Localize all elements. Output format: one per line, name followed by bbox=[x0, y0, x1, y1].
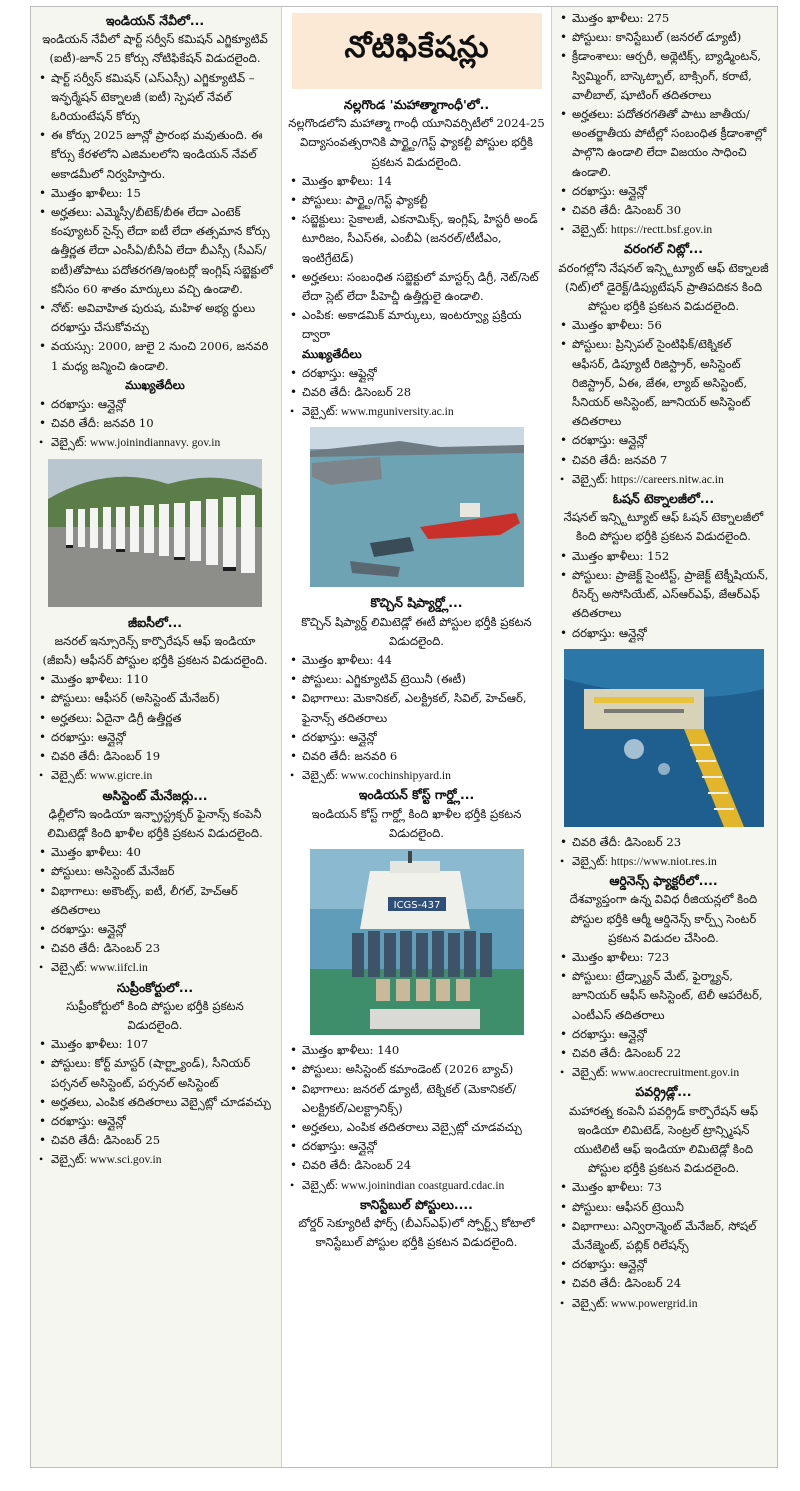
list-item: • పోస్టులు: పార్ట్టైం/గెస్ట్ ఫ్యాకల్టీ bbox=[288, 191, 545, 210]
list-item: • నోట్: అవివాహిత పురుష, మహిళ అభ్య ర్థులు దరఖాస్తు చేసుకోవచ్చు bbox=[37, 299, 273, 337]
list-item: • చివరి తేదీ: డిసెంబర్ 25 bbox=[37, 1131, 273, 1150]
section-intro: సుప్రీంకోర్టులో కింది పోస్టుల భర్తీకి ప్రకటన విడుదలైంది. bbox=[66, 998, 244, 1032]
section-heading: జీఐసీలో... bbox=[127, 614, 183, 630]
website-link[interactable]: • వెబ్సైట్: www.mguniversity.ac.in bbox=[288, 402, 545, 421]
list-item: • పోస్టులు: ఆఫీసర్ ట్రెయినీ bbox=[558, 1198, 769, 1217]
list-item: • దరఖాస్తు: ఆన్లైన్లో bbox=[288, 1137, 545, 1156]
list-item: • అర్హతలు: ఏదైనా డిగ్రీ ఉత్తీర్ణత bbox=[37, 709, 273, 728]
list-item: • చివరి తేదీ: డిసెంబర్ 30 bbox=[558, 201, 769, 220]
list-item: • మొత్తం ఖాళీలు: 152 bbox=[558, 547, 769, 566]
section-heading: ఇండియన్ నేవీలో... bbox=[105, 13, 205, 28]
detail-list bbox=[558, 948, 769, 1082]
page-title: నోటిఫికేషన్లు bbox=[292, 13, 542, 89]
detail-list bbox=[288, 364, 545, 422]
section-supreme-court bbox=[37, 978, 273, 1170]
website-link[interactable]: • వెబ్సైట్: www.cochinshipyard.in bbox=[288, 766, 545, 785]
list-item: • దరఖాస్తు: ఆన్లైన్లో bbox=[558, 1255, 769, 1274]
list-item: • చివరి తేదీ: డిసెంబర్ 23 bbox=[558, 833, 769, 852]
list-item: • అర్హతలు: ఎమ్మెస్సీ/బీటెక్/బీఈ లేదా ఎంటెక్ కంప్యూటర్ సైన్స్ లేదా ఐటీ లేదా తత్సమాన కోర్సు ఉత్తీర్ణత లేదా ఎంసీఏ/బీసీఏ లేదా బీఎస్సీ (సీఎస్/ఐటీ)తోపాటు పదోతరగతి/ఇంటర్లో ఇంగ్లిష్ సబ్జెక్టులో కనీసం 60 శాతం మార్కులు వచ్చి ఉండాలి. bbox=[37, 203, 273, 299]
list-item: • దరఖాస్తు: ఆన్లైన్లో bbox=[37, 920, 273, 939]
section-intro: ఇండియన్ కోస్ట్ గార్డ్లో కింది ఖాళీల భర్తీకి ప్రకటన విడుదలైంది. bbox=[311, 806, 522, 840]
list-item: • పోస్టులు: ప్రాజెక్ట్ సైంటిస్ట్, ప్రాజెక్ట్ టెక్నీషియన్, రీసెర్చ్ అసోసియేట్, ఎస్ఆర్ఎఫ్, జేఆర్ఎఫ్ తదితరాలు bbox=[558, 566, 769, 624]
section-heading: ఆర్డినెన్స్ ఫ్యాక్టరీలో.... bbox=[609, 873, 718, 889]
detail-list bbox=[288, 172, 545, 345]
detail-list bbox=[558, 833, 769, 871]
list-item: • పోస్టులు: ప్రిన్సిపల్ సైంటిఫిక్/టెక్నికల్ ఆఫీసర్, డిప్యూటీ రిజిస్ట్రార్, అసిస్టెంట్ రిజిస్ట్రార్, ఏఈ, జేఈ, ల్యాబ్ అసిస్టెంట్, సీనియర్ అసిస్టెంట్, జూనియర్ అసిస్టెంట్ తదితరాలు bbox=[558, 335, 769, 431]
list-item: • విభాగాలు: ఎన్విరాన్మెంట్ మేనేజర్, సోషల్ మేనేజ్మెంట్, పబ్లిక్ రిలేషన్స్ bbox=[558, 1217, 769, 1255]
detail-list bbox=[288, 651, 545, 785]
list-item: • చివరి తేదీ: డిసెంబర్ 28 bbox=[288, 383, 545, 402]
list-item: • అర్హతలు: సంబంధిత సబ్జెక్టులో మాస్టర్స్ డిగ్రీ, నెట్/సెట్ లేదా స్లెట్ లేదా పీహెచ్డీ ఉత్తీర్ణులై ఉండాలి. bbox=[288, 268, 545, 306]
list-item: • వయస్సు: 2000, జులై 2 నుంచి 2006, జనవరి 1 మధ్య జన్మించి ఉండాలి. bbox=[37, 337, 273, 375]
list-item: • పోస్టులు: అసిస్టెంట్ కమాండెంట్ (2026 బ్యాచ్) bbox=[288, 1060, 545, 1079]
section-mg-university bbox=[288, 95, 545, 421]
list-item: • మొత్తం ఖాళీలు: 140 bbox=[288, 1041, 545, 1060]
website-link[interactable]: • వెబ్సైట్: www.powergrid.in bbox=[558, 1294, 769, 1313]
list-item: • మొత్తం ఖాళీలు: 73 bbox=[558, 1178, 769, 1197]
list-item: • విభాగాలు: జనరల్ డ్యూటీ, టెక్నికల్ (మెకానికల్/ఎలక్ట్రికల్/ఎలక్ట్రానిక్స్) bbox=[288, 1080, 545, 1118]
section-intro: దేశవ్యాప్తంగా ఉన్న వివిధ రీజియన్లలో కింది పోస్టుల భర్తీకి ఆర్మీ ఆర్డినెన్స్ కార్ప్స్ సెంటర్ ప్రకటన విడుదల చేసింది. bbox=[569, 892, 758, 945]
list-item: • అర్హతలు, ఎంపిక తదితరాలు వెబ్సైట్లో చూడవచ్చు bbox=[37, 1093, 273, 1112]
list-item: • మొత్తం ఖాళీలు: 40 bbox=[37, 843, 273, 862]
detail-list bbox=[558, 9, 769, 239]
list-item: • దరఖాస్తు: ఆఫ్లైన్లో bbox=[288, 364, 545, 383]
section-bsf bbox=[558, 9, 769, 239]
website-link[interactable]: • వెబ్సైట్: www.sci.gov.in bbox=[37, 1150, 273, 1169]
section-heading: ఓషన్ టెక్నాలజీలో... bbox=[612, 491, 715, 507]
section-coast-guard-details bbox=[288, 1041, 545, 1195]
detail-list bbox=[288, 1041, 545, 1195]
list-item: • షార్ట్ సర్వీస్ కమిషన్ (ఎస్ఎస్సీ) ఎగ్జిక్యూటివ్ – ఇన్ఫర్మేషన్ టెక్నాలజీ (ఐటీ) స్పెషల్ నేవల్ ఓరియంటేషన్ కోర్సు bbox=[37, 69, 273, 127]
website-link[interactable]: • వెబ్సైట్: https://rectt.bsf.gov.in bbox=[558, 220, 769, 239]
list-item: • దరఖాస్తు: ఆన్లైన్లో bbox=[558, 182, 769, 201]
website-link[interactable]: • వెబ్సైట్: www.iifcl.in bbox=[37, 958, 273, 977]
section-intro: జనరల్ ఇన్సూరెన్స్ కార్పొరేషన్ ఆఫ్ ఇండియా (జీఐసీ) ఆఫీసర్ పోస్టుల భర్తీకి ప్రకటన విడుదలైంది. bbox=[42, 633, 268, 668]
list-item: • విభాగాలు: మెకానికల్, ఎలక్ట్రికల్, సివిల్, హెచ్ఆర్, ఫైనాన్స్ తదితరాలు bbox=[288, 689, 545, 727]
section-ocean-technology bbox=[558, 489, 769, 643]
shipyard-photo bbox=[310, 427, 524, 587]
list-item: • మొత్తం ఖాళీలు: 107 bbox=[37, 1035, 273, 1054]
detail-list bbox=[558, 1178, 769, 1312]
list-item: • దరఖాస్తు: ఆన్లైన్లో bbox=[37, 728, 273, 747]
list-item: • చివరి తేదీ: డిసెంబర్ 19 bbox=[37, 747, 273, 766]
list-item: • అర్హతలు, ఎంపిక తదితరాలు వెబ్సైట్లో చూడవచ్చు bbox=[288, 1118, 545, 1137]
detail-list bbox=[37, 69, 273, 376]
section-heading: కానిస్టేబుల్ పోస్టులు.... bbox=[360, 1196, 473, 1212]
list-item: • మొత్తం ఖాళీలు: 723 bbox=[558, 948, 769, 967]
list-item: • మొత్తం ఖాళీలు: 56 bbox=[558, 316, 769, 335]
section-heading: నల్లగొండ 'మహాత్మాగాంధీ'లో.. bbox=[343, 97, 490, 112]
section-intro: వరంగల్లోని నేషనల్ ఇన్స్టిట్యూట్ ఆఫ్ టెక్నాలజీ (నిట్)లో డైరెక్ట్/డిప్యుటేషన్ ప్రాతిపదికన కింది పోస్టుల భర్తీకి ప్రకటన విడుదలైంది. bbox=[558, 260, 769, 314]
list-item: • మొత్తం ఖాళీలు: 275 bbox=[558, 9, 769, 28]
column-left bbox=[31, 7, 281, 1467]
list-item: • దరఖాస్తు: ఆన్లైన్లో bbox=[37, 1112, 273, 1131]
list-item: • దరఖాస్తు: ఆన్లైన్లో bbox=[558, 1025, 769, 1044]
list-item: • పోస్టులు: ఆఫీసర్ (అసిస్టెంట్ మేనేజర్) bbox=[37, 689, 273, 708]
list-item: • దరఖాస్తు: ఆన్లైన్లో bbox=[558, 431, 769, 450]
list-item: • క్రీడాంశాలు: ఆర్చరీ, అథ్లెటిక్స్, బ్యాడ్మింటన్, స్విమ్మింగ్, బాస్కెట్బాల్, బాక్సింగ్, కరాటే, వాలీబాల్, షూటింగ్ తదితరాలు bbox=[558, 47, 769, 105]
detail-list bbox=[558, 316, 769, 489]
list-item: • దరఖాస్తు: ఆన్లైన్లో bbox=[37, 395, 273, 414]
list-item: • పోస్టులు: ట్రేడ్స్మ్యాన్ మేట్, ఫైర్మ్యాన్, జూనియర్ ఆఫీస్ అసిస్టెంట్, టెలీ ఆపరేటర్, ఎంటీఎస్ తదితరాలు bbox=[558, 967, 769, 1025]
list-item: • మొత్తం ఖాళీలు: 110 bbox=[37, 670, 273, 689]
navy-parade-photo bbox=[48, 459, 262, 607]
notifications-page bbox=[30, 6, 778, 1468]
list-item: • అర్హతలు: పదోతరగతితో పాటు జాతీయ/అంతర్జాతీయ పోటీల్లో సంబంధిత క్రీడాంశాల్లో పాల్గొని ఉండాలి లేదా విజయం సాధించి ఉండాలి. bbox=[558, 105, 769, 182]
list-item: • చివరి తేదీ: డిసెంబర్ 23 bbox=[37, 939, 273, 958]
section-intro: మహారత్న కంపెనీ పవర్గ్రిడ్ కార్పొరేషన్ ఆఫ్ ఇండియా లిమిటెడ్, సెంట్రల్ ట్రాన్స్మిషన్ యుటిలిటీ ఆఫ్ ఇండియా లిమిటెడ్లో కింది పోస్టుల భర్తీకి ప్రకటన విడుదలైంది. bbox=[568, 1103, 758, 1176]
list-item: • సబ్జెక్టులు: సైకాలజీ, ఎకనామిక్స్, ఇంగ్లిష్, హిస్టరీ అండ్ టూరిజం, సీఎస్ఈ, ఎంబీఏ (జనరల్/టీటీఎం, ఇంటిగ్రేటెడ్) bbox=[288, 210, 545, 268]
section-gic bbox=[37, 613, 273, 786]
list-item: • చివరి తేదీ: జనవరి 6 bbox=[288, 747, 545, 766]
section-ordnance bbox=[558, 871, 769, 1082]
website-link[interactable]: • వెబ్సైట్: www.joinindiannavy. gov.in bbox=[37, 433, 273, 452]
website-link[interactable]: • వెబ్సైట్: www.aocrecruitment.gov.in bbox=[558, 1063, 769, 1082]
detail-list bbox=[37, 1035, 273, 1169]
section-cochin-shipyard bbox=[288, 593, 545, 785]
list-item: • విభాగాలు: అకౌంట్స్, ఐటీ, లీగల్, హెచ్ఆర్ తదితరాలు bbox=[37, 882, 273, 920]
list-item: • మొత్తం ఖాళీలు: 15 bbox=[37, 184, 273, 203]
section-intro: ఢిల్లీలోని ఇండియా ఇన్ఫ్రాస్ట్రక్చర్ ఫైనాన్స్ కంపెనీ లిమిటెడ్లో కింది ఖాళీల భర్తీకి ప్రకటన విడుదలైంది. bbox=[47, 806, 263, 840]
website-link[interactable]: • వెబ్సైట్: www.joinindian coastguard.cdac.in bbox=[288, 1176, 545, 1195]
section-heading: కొచ్చిన్ షిప్యార్డ్లో... bbox=[370, 595, 463, 611]
section-bsf-heading bbox=[288, 1195, 545, 1253]
website-link[interactable]: • వెబ్సైట్: https://careers.nitw.ac.in bbox=[558, 470, 769, 489]
list-item: • చివరి తేదీ: జనవరి 10 bbox=[37, 414, 273, 433]
section-intro: బోర్డర్ సెక్యూరిటీ ఫోర్స్ (బీఎస్ఎఫ్)లో స్పోర్ట్స్ కోటాలో కానిస్టేబుల్ పోస్టుల భర్తీకి ప్రకటన విడుదలైంది. bbox=[298, 1215, 535, 1250]
list-item: • మొత్తం ఖాళీలు: 14 bbox=[288, 172, 545, 191]
list-item: • చివరి తేదీ: డిసెంబర్ 24 bbox=[288, 1156, 545, 1175]
section-intro: ఇండియన్ నేవీలో షార్ట్ సర్వీస్ కమిషన్ ఎగ్జిక్యూటివ్ (ఐటీ)-జూన్ 25 కోర్సు నోటిఫికేషన్ విడుదలైంది. bbox=[42, 32, 268, 66]
section-iifcl bbox=[37, 786, 273, 978]
section-navy bbox=[37, 11, 273, 453]
list-item: • పోస్టులు: కానిస్టేబుల్ (జనరల్ డ్యూటీ) bbox=[558, 28, 769, 47]
dates-label: ముఖ్యతేదీలు bbox=[302, 346, 362, 361]
column-right bbox=[551, 7, 777, 1467]
section-heading: వరంగల్ నిట్లో... bbox=[623, 241, 704, 257]
list-item: • ఈ కోర్సు 2025 జూన్లో ప్రారంభ మవుతుంది. ఈ కోర్సు కేరళలోని ఎజిమలలోని ఇండియన్ నేవల్ అకాడమీలో నిర్వహిస్తారు. bbox=[37, 126, 273, 184]
section-intro: కొచ్చిన్ షిప్యార్డ్ లిమిటెడ్లో ఈటీ పోస్టుల భర్తీకి ప్రకటన విడుదలైంది. bbox=[301, 614, 532, 648]
section-heading: సుప్రీంకోర్టులో... bbox=[116, 979, 194, 995]
website-link[interactable]: • వెబ్సైట్: www.gicre.in bbox=[37, 766, 273, 785]
section-powergrid bbox=[558, 1082, 769, 1312]
website-link[interactable]: • వెబ్సైట్: https://www.niot.res.in bbox=[558, 852, 769, 871]
list-item: • దరఖాస్తు: ఆన్లైన్లో bbox=[288, 728, 545, 747]
section-nit-warangal bbox=[558, 239, 769, 489]
section-heading: పవర్గ్రిడ్లో... bbox=[635, 1084, 692, 1100]
list-item: • చివరి తేదీ: డిసెంబర్ 24 bbox=[558, 1274, 769, 1293]
list-item: • ఎంపిక: అకాడమిక్ మార్కులు, ఇంటర్వ్యూ ప్రక్రియ ద్వారా bbox=[288, 306, 545, 344]
list-item: • దరఖాస్తు: ఆన్లైన్లో bbox=[558, 624, 769, 643]
hull-number: ICGS-437 bbox=[393, 900, 440, 912]
section-heading: ఇండియన్ కోస్ట్ గార్డ్లో... bbox=[358, 787, 475, 803]
ocean-research-photo bbox=[564, 649, 764, 827]
list-item: • మొత్తం ఖాళీలు: 44 bbox=[288, 651, 545, 670]
section-ocean-technology-dates bbox=[558, 833, 769, 871]
list-item: • పోస్టులు: కోర్ట్ మాస్టర్ (షార్ట్హ్యాండ్), సీనియర్ పర్సనల్ అసిస్టెంట్, పర్సనల్ అసిస్టెంట్ bbox=[37, 1054, 273, 1092]
section-intro: నల్లగొండలోని మహాత్మా గాంధీ యూనివర్సిటీలో 2024-25 విద్యాసంవత్సరానికి పార్ట్టైం/గెస్ట్ ఫ్యాకల్టీ పోస్టుల భర్తీకి ప్రకటన విడుదలైంది. bbox=[288, 116, 545, 169]
detail-list bbox=[37, 395, 273, 453]
section-coast-guard bbox=[288, 785, 545, 843]
list-item: • చివరి తేదీ: జనవరి 7 bbox=[558, 451, 769, 470]
dates-label: ముఖ్యతేదీలు bbox=[125, 377, 185, 392]
section-heading: అసిస్టెంట్ మేనేజర్లు... bbox=[102, 787, 208, 803]
detail-list bbox=[37, 843, 273, 977]
list-item: • పోస్టులు: అసిస్టెంట్ మేనేజర్ bbox=[37, 862, 273, 881]
detail-list bbox=[558, 547, 769, 643]
list-item: • చివరి తేదీ: డిసెంబర్ 22 bbox=[558, 1044, 769, 1063]
list-item: • పోస్టులు: ఎగ్జిక్యూటివ్ ట్రెయినీ (ఈటీ) bbox=[288, 670, 545, 689]
coast-guard-photo bbox=[310, 849, 524, 1035]
column-middle bbox=[281, 7, 551, 1467]
section-intro: నేషనల్ ఇన్స్టిట్యూట్ ఆఫ్ ఓషన్ టెక్నాలజీలో కింది పోస్టుల భర్తీకి ప్రకటన విడుదలైంది. bbox=[563, 510, 764, 544]
detail-list bbox=[37, 670, 273, 785]
